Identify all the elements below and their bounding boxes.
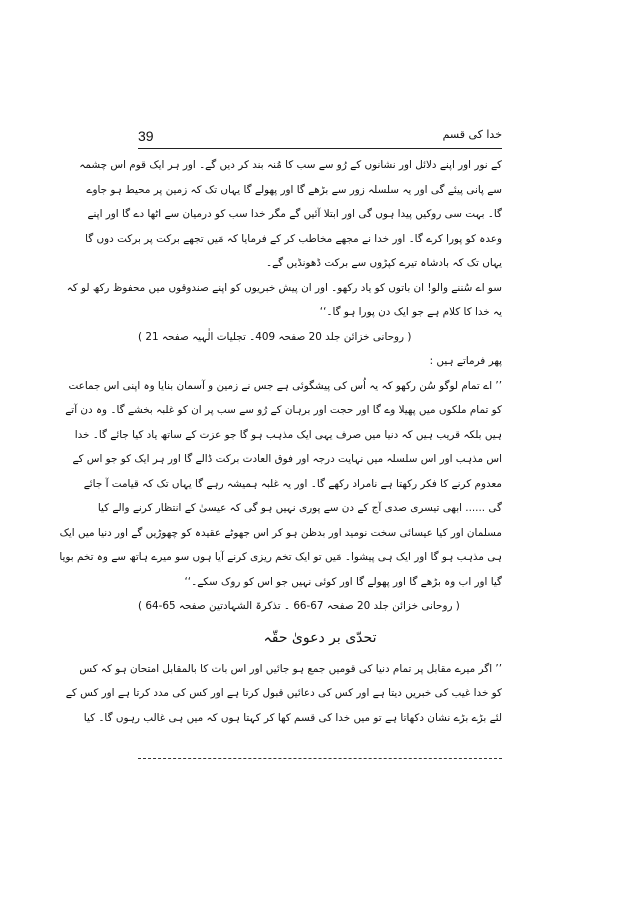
text-line: کو خدا غیب کی خبریں دیتا ہے اور کس کی دعائیں قبول کرتا ہے اور کس کی مدد کرتا ہے اور کس کے xyxy=(65,687,502,699)
section-heading: تحدّی بر دعویٰ حقّہ xyxy=(263,629,377,646)
text-line: ہی مذہب ہو گا اور ایک ہی پیشوا۔ مَیں تو ایک تخم ریزی کرنے آیا ہوں سو میرے ہاتھ سے وہ تخم بویا xyxy=(59,551,502,563)
page-header xyxy=(138,126,502,148)
reference-citation: ( روحانی خزائن جلد 20 صفحہ 409۔ تجلیات الٰہیہ صفحہ 21 ) xyxy=(138,330,412,343)
text-line: لئے بڑے بڑے نشان دکھاتا ہے تو میں خدا کی قسم کھا کر کہتا ہوں کہ میں ہی غالب رہوں گا۔ کیا xyxy=(83,711,502,724)
text-line: سے پانی پیئے گی اور یہ سلسلہ زور سے بڑھے گا اور پھولے گا یہاں تک کہ زمین پر محیط ہو جاوے xyxy=(86,183,502,196)
text-line: یہاں تک کہ بادشاہ تیرے کپڑوں سے برکت ڈھونڈیں گے۔ xyxy=(265,257,502,269)
header-divider xyxy=(138,148,502,149)
text-line: سو اے سُننے والو! ان باتوں کو یاد رکھو۔ اور ان پیش خبریوں کو اپنے صندوقوں میں محفوظ رکھ لو کہ xyxy=(66,281,502,294)
text-line: گیا اور اب وہ بڑھے گا اور پھولے گا اور کوئی نہیں جو اس کو روک سکے۔‘‘ xyxy=(184,575,502,588)
text-line: ہیں بلکہ قریب ہیں کہ دنیا میں صرف یہی ایک مذہب ہو گا جو عزت کے ساتھ یاد کیا جائے گا۔ خدا xyxy=(74,428,502,441)
footer-divider xyxy=(138,758,502,759)
text-line: گی ...... ابھی تیسری صدی آج کے دن سے پوری نہیں ہو گی کہ عیسیٰ کے انتظار کرنے والے کیا xyxy=(97,502,502,514)
text-line: ’’ اگر میرے مقابل پر تمام دنیا کی قومیں جمع ہو جائیں اور اس بات کا بالمقابل امتحان ہو کہ کس xyxy=(79,662,502,675)
text-line: مسلمان اور کیا عیسائی سخت نومید اور بدظن ہو کر اس جھوٹے عقیدہ کو چھوڑیں گے اور دنیا میں ایک xyxy=(59,526,502,539)
text-line: کے نور اور اپنے دلائل اور نشانوں کے رُو سے سب کا مُنہ بند کر دیں گے۔ اور ہر ایک قوم اس چشمہ xyxy=(79,159,502,171)
running-title: خدا کی قسم xyxy=(442,128,502,141)
text-line: وعدہ کو پورا کرے گا۔ اور خدا نے مجھے مخاطب کر کے فرمایا کہ مَیں تجھے برکت پر برکت دوں گا xyxy=(85,232,502,245)
text-line: گا۔ بہت سی روکیں پیدا ہوں گی اور ابتلا آئیں گے مگر خدا سب کو درمیان سے اٹھا دے گا اور اپنے xyxy=(87,208,502,220)
text-line: کو تمام ملکوں میں پھیلا وے گا اور حجت اور برہان کے رُو سے سب پر ان کو غلبہ بخشے گا۔ وہ دن آتے xyxy=(65,404,502,416)
intro-line: پھر فرماتے ہیں : xyxy=(429,355,502,367)
reference-citation: ( روحانی خزائن جلد 20 صفحہ 67-66 ۔ تذکرۃ الشہادتین صفحہ 65-64 ) xyxy=(138,600,460,612)
text-line: معدوم کرنے کا فکر رکھتا ہے نامراد رکھے گا۔ اور یہ غلبہ ہمیشہ رہے گا یہاں تک کہ قیامت آ جائے xyxy=(83,477,502,490)
text-line: اس مذہب اور اس سلسلہ میں نہایت درجہ اور فوق العادت برکت ڈالے گا اور ہر ایک کو جو اس کے xyxy=(72,453,502,465)
body-text xyxy=(59,153,502,730)
text-line: ’’ اے تمام لوگو سُن رکھو کہ یہ اُس کی پیشگوئی ہے جس نے زمین و آسمان بنایا وہ اپنی اس جماعت xyxy=(68,379,502,392)
page-number: 39 xyxy=(138,128,154,144)
text-line: یہ خدا کا کلام ہے جو ایک دن پورا ہو گا۔‘‘ xyxy=(319,306,502,318)
